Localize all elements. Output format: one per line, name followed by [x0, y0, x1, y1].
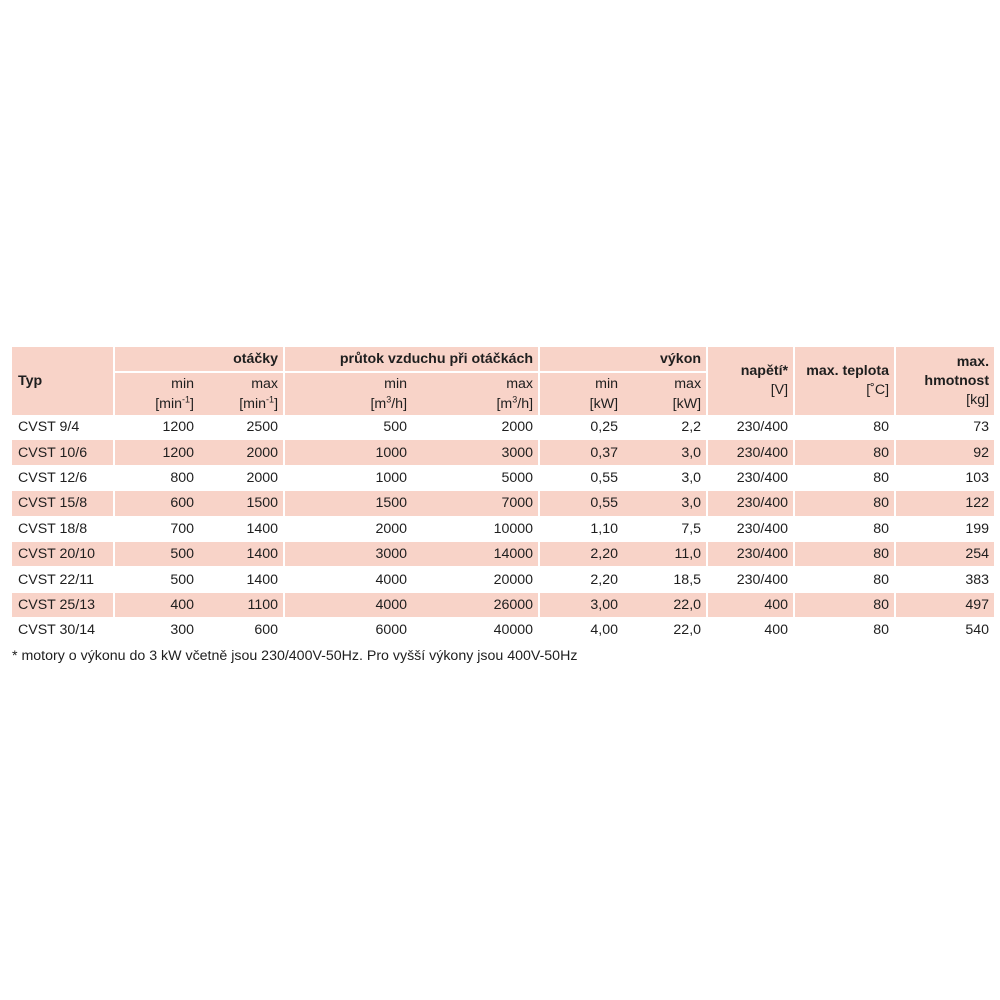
cell-napeti: 230/400 [707, 541, 794, 566]
cell-typ: CVST 30/14 [12, 618, 114, 643]
cell-napeti: 230/400 [707, 415, 794, 440]
cell-napeti: 230/400 [707, 516, 794, 541]
cell-typ: CVST 10/6 [12, 440, 114, 465]
cell-otacky-max: 1400 [199, 541, 284, 566]
cell-teplota: 80 [794, 567, 895, 592]
teplota-label: max. teplota [806, 363, 890, 379]
cell-typ: CVST 15/8 [12, 491, 114, 516]
cell-hmotnost: 92 [895, 440, 994, 465]
cell-vykon-min: 0,55 [539, 465, 623, 490]
cell-hmotnost: 122 [895, 491, 994, 516]
teplota-unit: [˚C] [866, 382, 890, 398]
cell-prutok-min: 4000 [284, 592, 412, 617]
unit-flow: $[m^3/h]$ [496, 394, 534, 412]
cell-otacky-max: 1400 [199, 567, 284, 592]
cell-hmotnost: 383 [895, 567, 994, 592]
cell-typ: CVST 12/6 [12, 465, 114, 490]
table-row [12, 541, 994, 566]
napeti-label: napětí* [740, 363, 789, 379]
col-prutok-header: průtok vzduchu při otáčkách [284, 347, 539, 372]
cell-prutok-min: 4000 [284, 567, 412, 592]
cell-hmotnost: 254 [895, 541, 994, 566]
unit-rpm: $[\min^{-1}]$ [155, 394, 194, 412]
cell-otacky-max: 1100 [199, 592, 284, 617]
cell-vykon-max: 3,0 [623, 491, 707, 516]
cell-vykon-min: 4,00 [539, 618, 623, 643]
cell-prutok-min: 2000 [284, 516, 412, 541]
vykon-max-subheader [623, 372, 707, 415]
table-row [12, 516, 994, 541]
subheader-max: max [251, 376, 279, 392]
cell-teplota: 80 [794, 618, 895, 643]
cell-typ: CVST 25/13 [12, 592, 114, 617]
table-row [12, 567, 994, 592]
subheader-max: max [674, 376, 702, 392]
table-row [12, 465, 994, 490]
cell-vykon-max: 7,5 [623, 516, 707, 541]
cell-otacky-min: 400 [114, 592, 199, 617]
cell-vykon-min: 2,20 [539, 541, 623, 566]
cell-napeti: 400 [707, 592, 794, 617]
cell-typ: CVST 9/4 [12, 415, 114, 440]
table-row [12, 440, 994, 465]
cell-vykon-max: 22,0 [623, 618, 707, 643]
hmotnost-label-2: hmotnost [924, 372, 990, 389]
table-row [12, 592, 994, 617]
prutok-max-subheader [412, 372, 539, 415]
cell-prutok-max: 2000 [412, 415, 539, 440]
cell-otacky-max: 1500 [199, 491, 284, 516]
cell-napeti: 400 [707, 618, 794, 643]
napeti-unit: [V] [770, 382, 789, 398]
subheader-min: min [384, 376, 408, 392]
cell-prutok-max: 7000 [412, 491, 539, 516]
table-header [12, 347, 994, 415]
col-teplota-header [794, 347, 895, 415]
cell-teplota: 80 [794, 440, 895, 465]
cell-vykon-max: 2,2 [623, 415, 707, 440]
cell-teplota: 80 [794, 491, 895, 516]
cell-prutok-max: 14000 [412, 541, 539, 566]
cell-napeti: 230/400 [707, 491, 794, 516]
subheader-min: min [595, 376, 619, 392]
prutok-min-subheader [284, 372, 412, 415]
hmotnost-unit: [kg] [966, 391, 990, 408]
cell-vykon-max: 18,5 [623, 567, 707, 592]
otacky-max-subheader [199, 372, 284, 415]
cell-hmotnost: 103 [895, 465, 994, 490]
cell-otacky-min: 500 [114, 567, 199, 592]
cell-otacky-max: 2000 [199, 465, 284, 490]
cell-vykon-min: 2,20 [539, 567, 623, 592]
cell-otacky-min: 300 [114, 618, 199, 643]
table-row [12, 618, 994, 643]
cell-prutok-min: 1000 [284, 440, 412, 465]
cell-vykon-max: 22,0 [623, 592, 707, 617]
cell-napeti: 230/400 [707, 440, 794, 465]
table-row [12, 491, 994, 516]
cell-vykon-min: 3,00 [539, 592, 623, 617]
cell-otacky-min: 800 [114, 465, 199, 490]
cell-vykon-max: 11,0 [623, 541, 707, 566]
cell-hmotnost: 540 [895, 618, 994, 643]
cell-teplota: 80 [794, 465, 895, 490]
cell-teplota: 80 [794, 415, 895, 440]
cell-otacky-min: 600 [114, 491, 199, 516]
cell-otacky-max: 2000 [199, 440, 284, 465]
vykon-min-subheader [539, 372, 623, 415]
cell-prutok-max: 5000 [412, 465, 539, 490]
cell-otacky-min: 1200 [114, 415, 199, 440]
col-otacky-header: otáčky [114, 347, 284, 372]
cell-napeti: 230/400 [707, 567, 794, 592]
unit-kw: [kW] [672, 396, 702, 412]
cell-typ: CVST 18/8 [12, 516, 114, 541]
cell-teplota: 80 [794, 592, 895, 617]
cell-vykon-min: 0,37 [539, 440, 623, 465]
cell-vykon-max: 3,0 [623, 465, 707, 490]
cell-prutok-max: 40000 [412, 618, 539, 643]
col-napeti-header [707, 347, 794, 415]
cell-hmotnost: 199 [895, 516, 994, 541]
cell-prutok-max: 10000 [412, 516, 539, 541]
spec-table-container [12, 347, 994, 664]
subheader-max: max [506, 376, 534, 392]
col-typ-header: Typ [12, 347, 114, 415]
cell-napeti: 230/400 [707, 465, 794, 490]
cell-otacky-min: 500 [114, 541, 199, 566]
col-vykon-header: výkon [539, 347, 707, 372]
cell-vykon-min: 0,25 [539, 415, 623, 440]
cell-hmotnost: 497 [895, 592, 994, 617]
cell-prutok-max: 20000 [412, 567, 539, 592]
cell-otacky-max: 600 [199, 618, 284, 643]
cell-otacky-max: 1400 [199, 516, 284, 541]
spec-table [12, 347, 994, 644]
table-body [12, 415, 994, 643]
cell-prutok-min: 3000 [284, 541, 412, 566]
cell-hmotnost: 73 [895, 415, 994, 440]
cell-otacky-min: 1200 [114, 440, 199, 465]
cell-prutok-min: 6000 [284, 618, 412, 643]
cell-prutok-min: 1000 [284, 465, 412, 490]
cell-vykon-min: 0,55 [539, 491, 623, 516]
unit-flow: $[m^3/h]$ [370, 394, 408, 412]
cell-vykon-min: 1,10 [539, 516, 623, 541]
cell-typ: CVST 20/10 [12, 541, 114, 566]
otacky-min-subheader [114, 372, 199, 415]
unit-rpm: $[\min^{-1}]$ [239, 394, 279, 412]
unit-kw: [kW] [589, 396, 619, 412]
table-row [12, 415, 994, 440]
cell-teplota: 80 [794, 516, 895, 541]
hmotnost-label-1: max. [956, 353, 990, 370]
cell-prutok-max: 26000 [412, 592, 539, 617]
cell-prutok-max: 3000 [412, 440, 539, 465]
cell-otacky-min: 700 [114, 516, 199, 541]
cell-prutok-min: 500 [284, 415, 412, 440]
subheader-min: min [171, 376, 194, 392]
cell-vykon-max: 3,0 [623, 440, 707, 465]
cell-typ: CVST 22/11 [12, 567, 114, 592]
cell-teplota: 80 [794, 541, 895, 566]
col-hmotnost-header [895, 347, 994, 415]
footnote: * motory o výkonu do 3 kW včetně jsou 230/400V-50Hz. Pro vyšší výkony jsou 400V-50Hz [12, 647, 578, 664]
cell-prutok-min: 1500 [284, 491, 412, 516]
cell-otacky-max: 2500 [199, 415, 284, 440]
